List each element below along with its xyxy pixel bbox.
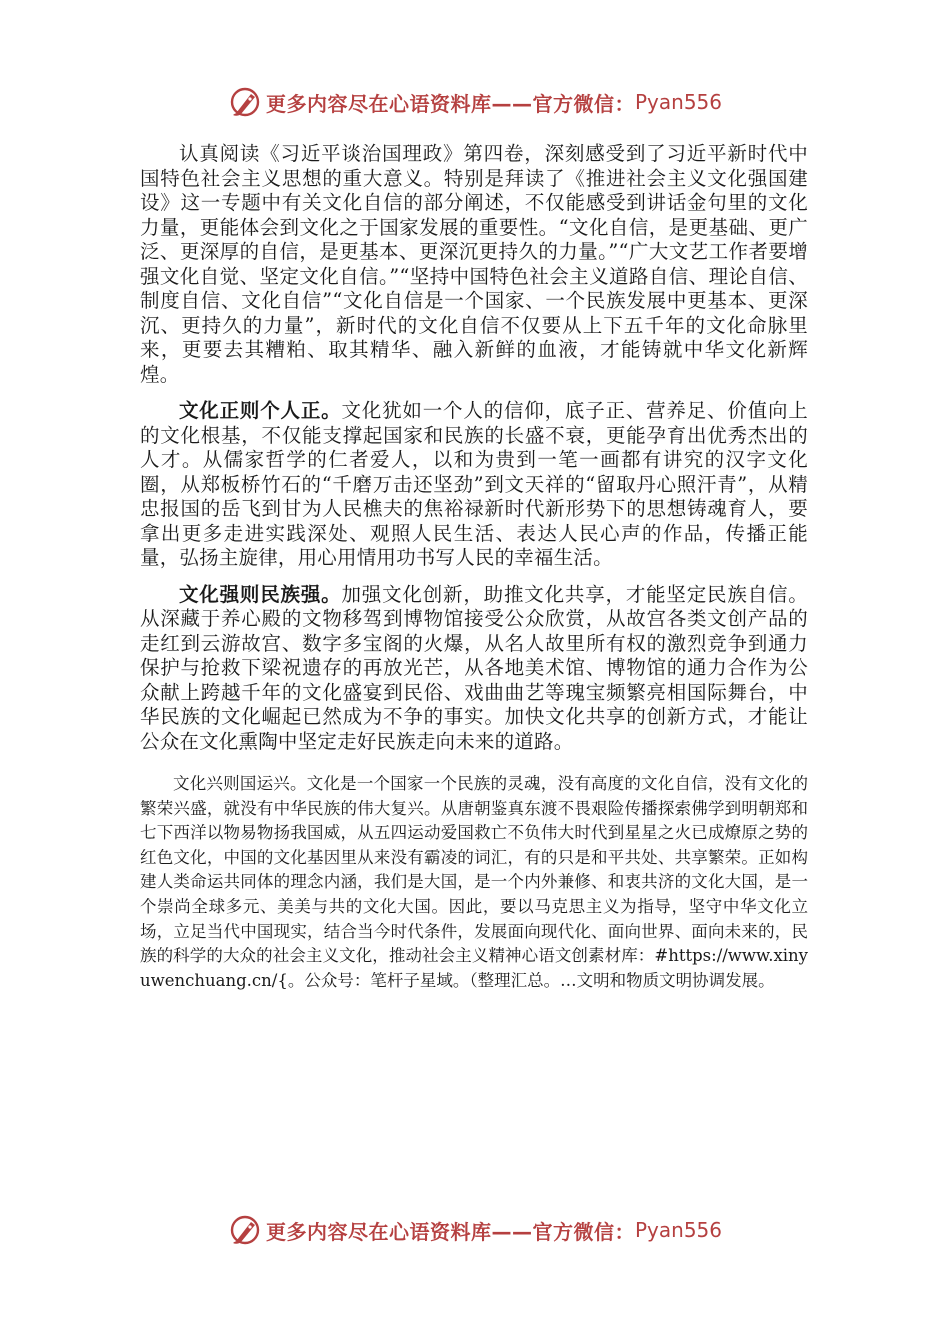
paragraph-culture-person (140, 399, 808, 571)
banner-wechat-id: Pyan556 (634, 90, 722, 114)
paragraph-culture-nation (140, 583, 808, 755)
pen-nib-icon (228, 1213, 262, 1247)
banner-text: 更多内容尽在心语资料库——官方微信： (265, 91, 635, 116)
paragraph-text: 文化兴则国运兴。文化是一个国家一个民族的灵魂，没有高度的文化自信，没有文化的繁荣兴盛，就没有中华民族的伟大复兴。从唐朝鉴真东渡不畏艰险传播探索佛学到明朝郑和七下西洋以物易物扬我国威，从五四运动爱国救亡不负伟大时代到星星之火已成燎原之势的红色文化，中国的文化基因里从来没有霸凌的词汇，有的只是和平共处、共享繁荣。正如构建人类命运共同体的理念内涵，我们是大国，是一个内外兼修、和衷共济的文化大国，是一个崇尚全球多元、美美与共的文化大国。因此，要以马克思主义为指导，坚守中华文化立场，立足当代中国现实，结合当今时代条件，发展面向现代化、面向世界、面向未来的，民族的科学的大众的社会主义文化，推动社会主义精神心语文创素材库：#https://www.xinyuwenchuang.cn/{。公众号：笔杆子星域。（整理汇总。…文明和物质文明协调发展。 (140, 774, 808, 990)
paragraph-text: 文化犹如一个人的信仰，底子正、营养足、价值向上的文化根基，不仅能支撑起国家和民族的长盛不衰，更能孕育出优秀杰出的人才。从儒家哲学的仁者爱人，以和为贵到一笔一画都有讲究的汉字文化圈，从郑板桥竹石的“千磨万击还坚劲”到文天祥的“留取丹心照汗青”，从精忠报国的岳飞到甘为人民樵夫的焦裕禄新时代新形势下的思想铸魂育人，要拿出更多走进实践深处、观照人民生活、表达人民心声的作品，传播正能量，弘扬主旋律，用心用情用功书写人民的幸福生活。 (140, 399, 808, 569)
pen-nib-icon (228, 85, 262, 119)
paragraph-text: 加强文化创新，助推文化共享，才能坚定民族自信。从深藏于养心殿的文物移驾到博物馆接受公众欣赏，从故宫各类文创产品的走红到云游故宫、数字多宝阁的火爆，从名人故里所有权的激烈竞争到通力保护与抢救下梁祝遗存的再放光芒，从各地美术馆、博物馆的通力合作为公众献上跨越千年的文化盛宴到民俗、戏曲曲艺等瑰宝频繁亮相国际舞台，中华民族的文化崛起已然成为不争的事实。加快文化共享的创新方式，才能让公众在文化熏陶中坚定走好民族走向未来的道路。 (140, 582, 808, 753)
header-banner (0, 84, 950, 120)
paragraph-intro (140, 142, 808, 387)
banner-content (228, 1213, 722, 1247)
document-body (140, 142, 808, 993)
paragraph-heading: 文化正则个人正。 (179, 399, 342, 422)
paragraph-heading: 文化强则民族强。 (179, 582, 342, 606)
banner-wechat-id: Pyan556 (634, 1218, 722, 1242)
banner-text: 更多内容尽在心语资料库——官方微信： (265, 1219, 635, 1244)
paragraph-culture-country (140, 772, 808, 993)
paragraph-text: 认真阅读《习近平谈治国理政》第四卷，深刻感受到了习近平新时代中国特色社会主义思想的重大意义。特别是拜读了《推进社会主义文化强国建设》这一专题中有关文化自信的部分阐述，不仅能感受到讲话金句里的文化力量，更能体会到文化之于国家发展的重要性。“文化自信，是更基础、更广泛、更深厚的自信，是更基本、更深沉更持久的力量。”“广大文艺工作者要增强文化自觉、坚定文化自信。”“坚持中国特色社会主义道路自信、理论自信、制度自信、文化自信”“文化自信是一个国家、一个民族发展中更基本、更深沉、更持久的力量”，新时代的文化自信不仅要从上下五千年的文化命脉里来，更要去其糟粕、取其精华、融入新鲜的血液，才能铸就中华文化新辉煌。 (140, 142, 808, 386)
footer-banner (0, 1212, 950, 1248)
banner-content (228, 85, 722, 119)
